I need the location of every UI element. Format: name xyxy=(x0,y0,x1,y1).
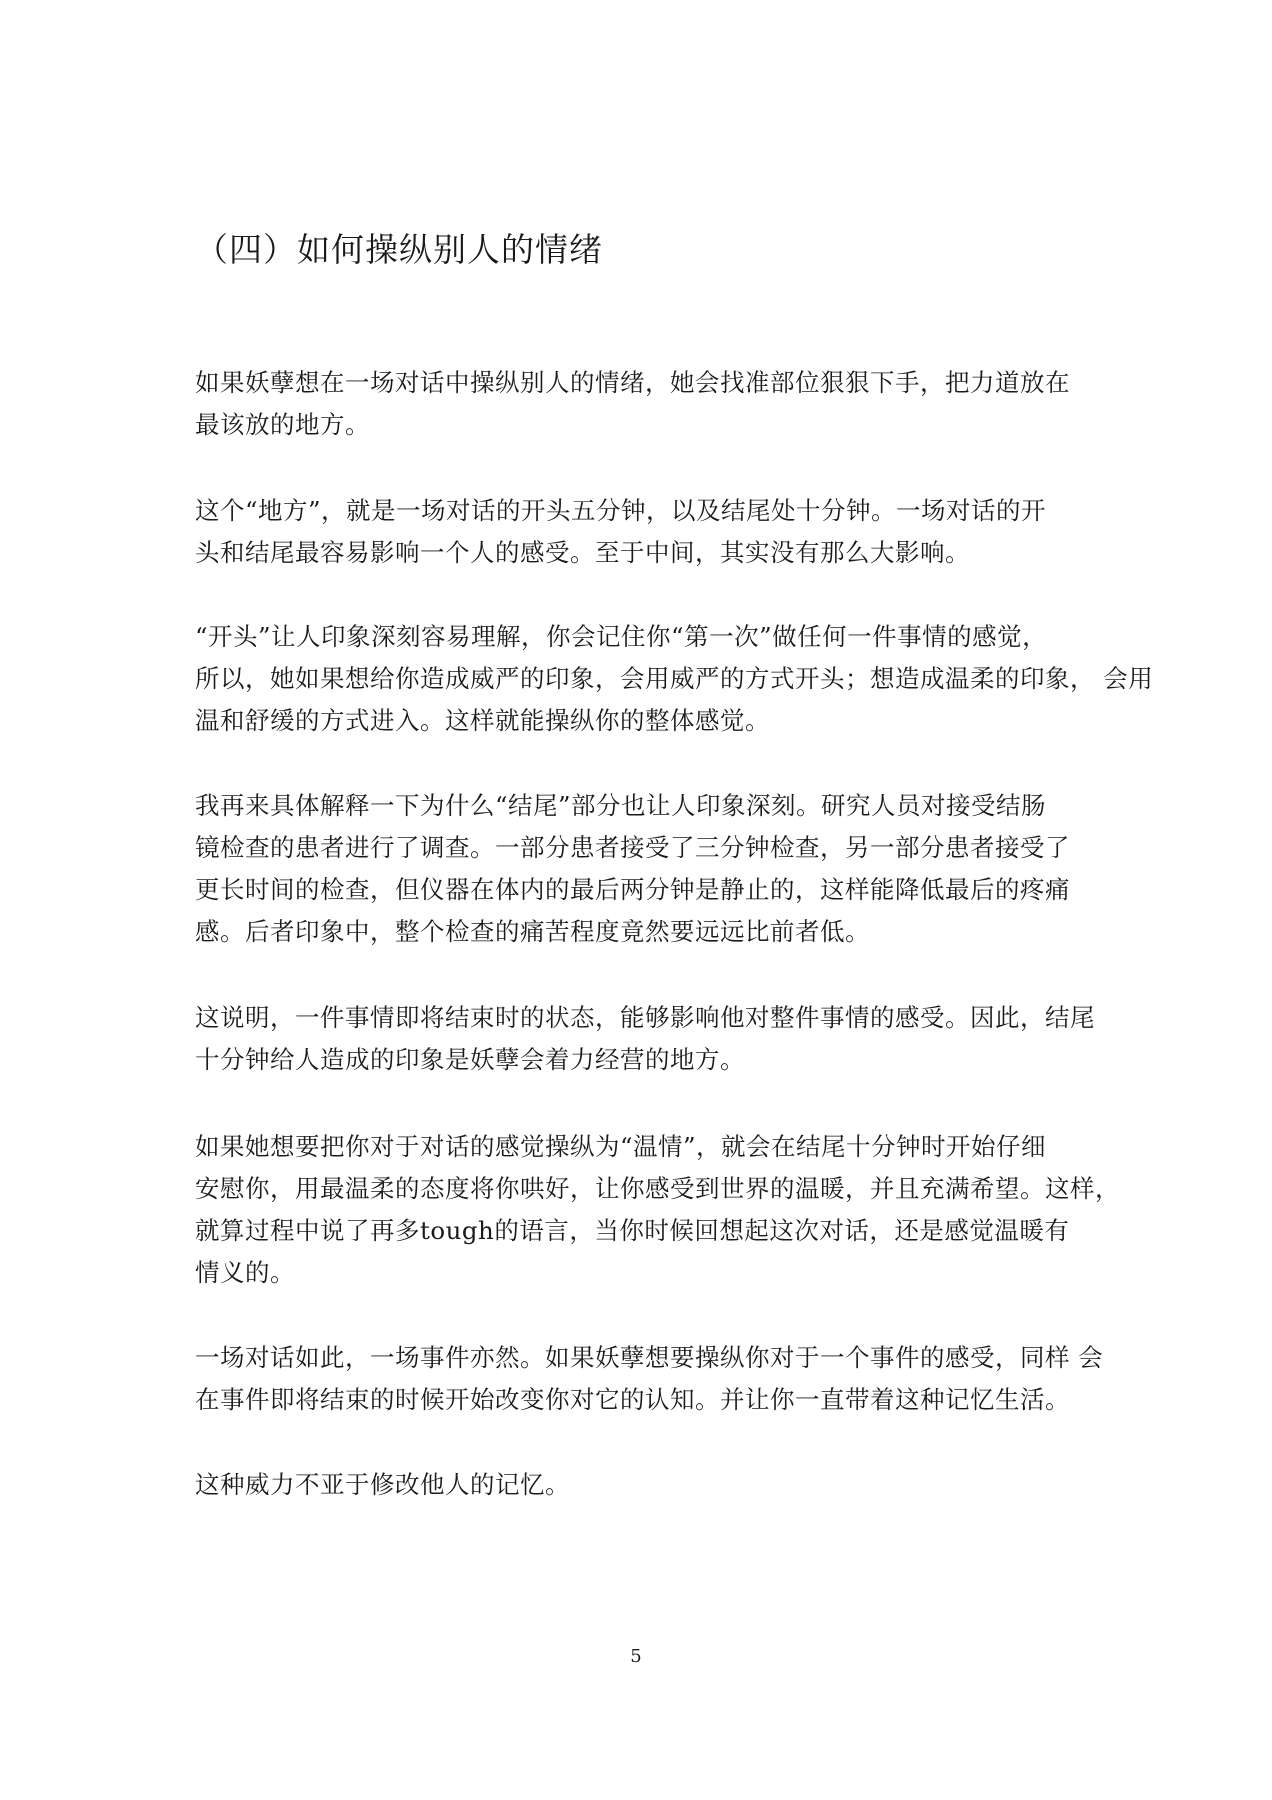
text-line: 如果她想要把你对于对话的感觉操纵为“温情”，就会在结尾十分钟时开始仔细 xyxy=(195,1132,1047,1161)
text-line: “开头”让人印象深刻容易理解，你会记住你“第一次”做任何一件事情的感觉， xyxy=(195,622,1048,651)
text-line: 这说明，一件事情即将结束时的状态，能够影响他对整件事情的感受。因此，结尾 xyxy=(195,1003,1095,1032)
paragraph-6 xyxy=(195,1126,1120,1294)
text-line: 这种威力不亚于修改他人的记忆。 xyxy=(195,1470,570,1499)
text-line: 情义的。 xyxy=(195,1258,295,1287)
text-line: 安慰你，用最温柔的态度将你哄好，让你感受到世界的温暖，并且充满希望。这样， xyxy=(195,1174,1120,1203)
paragraph-5 xyxy=(195,997,1105,1081)
paragraph-7 xyxy=(195,1337,1105,1421)
text-line: 更长时间的检查，但仪器在体内的最后两分钟是静止的，这样能降低最后的疼痛 xyxy=(195,875,1070,904)
paragraph-1 xyxy=(195,362,1105,446)
text-line: 就算过程中说了再多tough的语言，当你时候回想起这次对话，还是感觉温暖有 xyxy=(195,1216,1070,1245)
paragraph-8 xyxy=(195,1464,1105,1506)
text-line: 感。后者印象中，整个检查的痛苦程度竟然要远远比前者低。 xyxy=(195,917,870,946)
text-line: 在事件即将结束的时候开始改变你对它的认知。并让你一直带着这种记忆生活。 xyxy=(195,1385,1070,1414)
text-line: 如果妖孽想在一场对话中操纵别人的情绪，她会找准部位狠狠下手，把力道放在 xyxy=(195,368,1070,397)
text-line: 所以，她如果想给你造成威严的印象，会用威严的方式开头；想造成温柔的印象， 会用 xyxy=(195,664,1154,693)
text-line: 这个“地方”，就是一场对话的开头五分钟，以及结尾处十分钟。一场对话的开 xyxy=(195,496,1047,525)
text-line: 我再来具体解释一下为什么“结尾”部分也让人印象深刻。研究人员对接受结肠 xyxy=(195,791,1047,820)
text-line: 镜检查的患者进行了调查。一部分患者接受了三分钟检查，另一部分患者接受了 xyxy=(195,833,1070,862)
paragraph-3 xyxy=(195,616,1154,742)
text-line: 十分钟给人造成的印象是妖孽会着力经营的地方。 xyxy=(195,1045,745,1074)
paragraph-4 xyxy=(195,785,1105,953)
text-line: 一场对话如此，一场事件亦然。如果妖孽想要操纵你对于一个事件的感受，同样 会 xyxy=(195,1343,1104,1372)
text-line: 头和结尾最容易影响一个人的感受。至于中间，其实没有那么大影响。 xyxy=(195,538,970,567)
text-line: 温和舒缓的方式进入。这样就能操纵你的整体感觉。 xyxy=(195,706,770,735)
section-heading: （四）如何操纵别人的情绪 xyxy=(195,230,603,269)
page-number: 5 xyxy=(630,1646,642,1667)
text-line: 最该放的地方。 xyxy=(195,410,370,439)
paragraph-2 xyxy=(195,490,1105,574)
